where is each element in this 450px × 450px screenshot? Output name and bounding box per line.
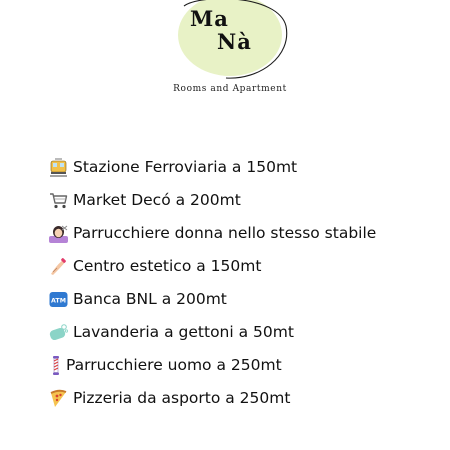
brand-logo — [160, 0, 300, 100]
soap-icon — [49, 323, 68, 342]
amenity-label: Banca BNL a 200mt — [73, 289, 227, 308]
list-item — [49, 283, 376, 316]
atm-icon — [49, 290, 68, 309]
list-item — [49, 349, 376, 382]
amenity-label: Centro estetico a 150mt — [73, 256, 262, 275]
pizza-icon — [49, 389, 68, 408]
barber-pole-icon — [49, 356, 63, 375]
amenity-label: Lavanderia a gettoni a 50mt — [73, 322, 294, 341]
list-item — [49, 382, 376, 415]
brand-tagline: Rooms and Apartment — [173, 84, 287, 94]
list-item — [49, 316, 376, 349]
amenity-label: Stazione Ferroviaria a 150mt — [73, 157, 298, 176]
nail-polish-icon — [49, 257, 68, 276]
brand-name-line2: Nà — [217, 29, 252, 54]
list-item — [49, 250, 376, 283]
amenity-label: Market Decó a 200mt — [73, 190, 241, 209]
amenities-list — [49, 151, 376, 415]
svg-text:ATM: ATM — [51, 297, 66, 305]
list-item — [49, 151, 376, 184]
amenity-label: Pizzeria da asporto a 250mt — [73, 388, 291, 407]
list-item — [49, 217, 376, 250]
haircut-woman-icon — [49, 224, 68, 243]
brand-name-line1: Ma — [190, 6, 229, 31]
tram-icon — [49, 158, 68, 177]
amenity-label: Parrucchiere donna nello stesso stabile — [73, 223, 377, 242]
list-item — [49, 184, 376, 217]
shopping-cart-icon — [49, 191, 68, 210]
amenity-label: Parrucchiere uomo a 250mt — [66, 355, 282, 374]
